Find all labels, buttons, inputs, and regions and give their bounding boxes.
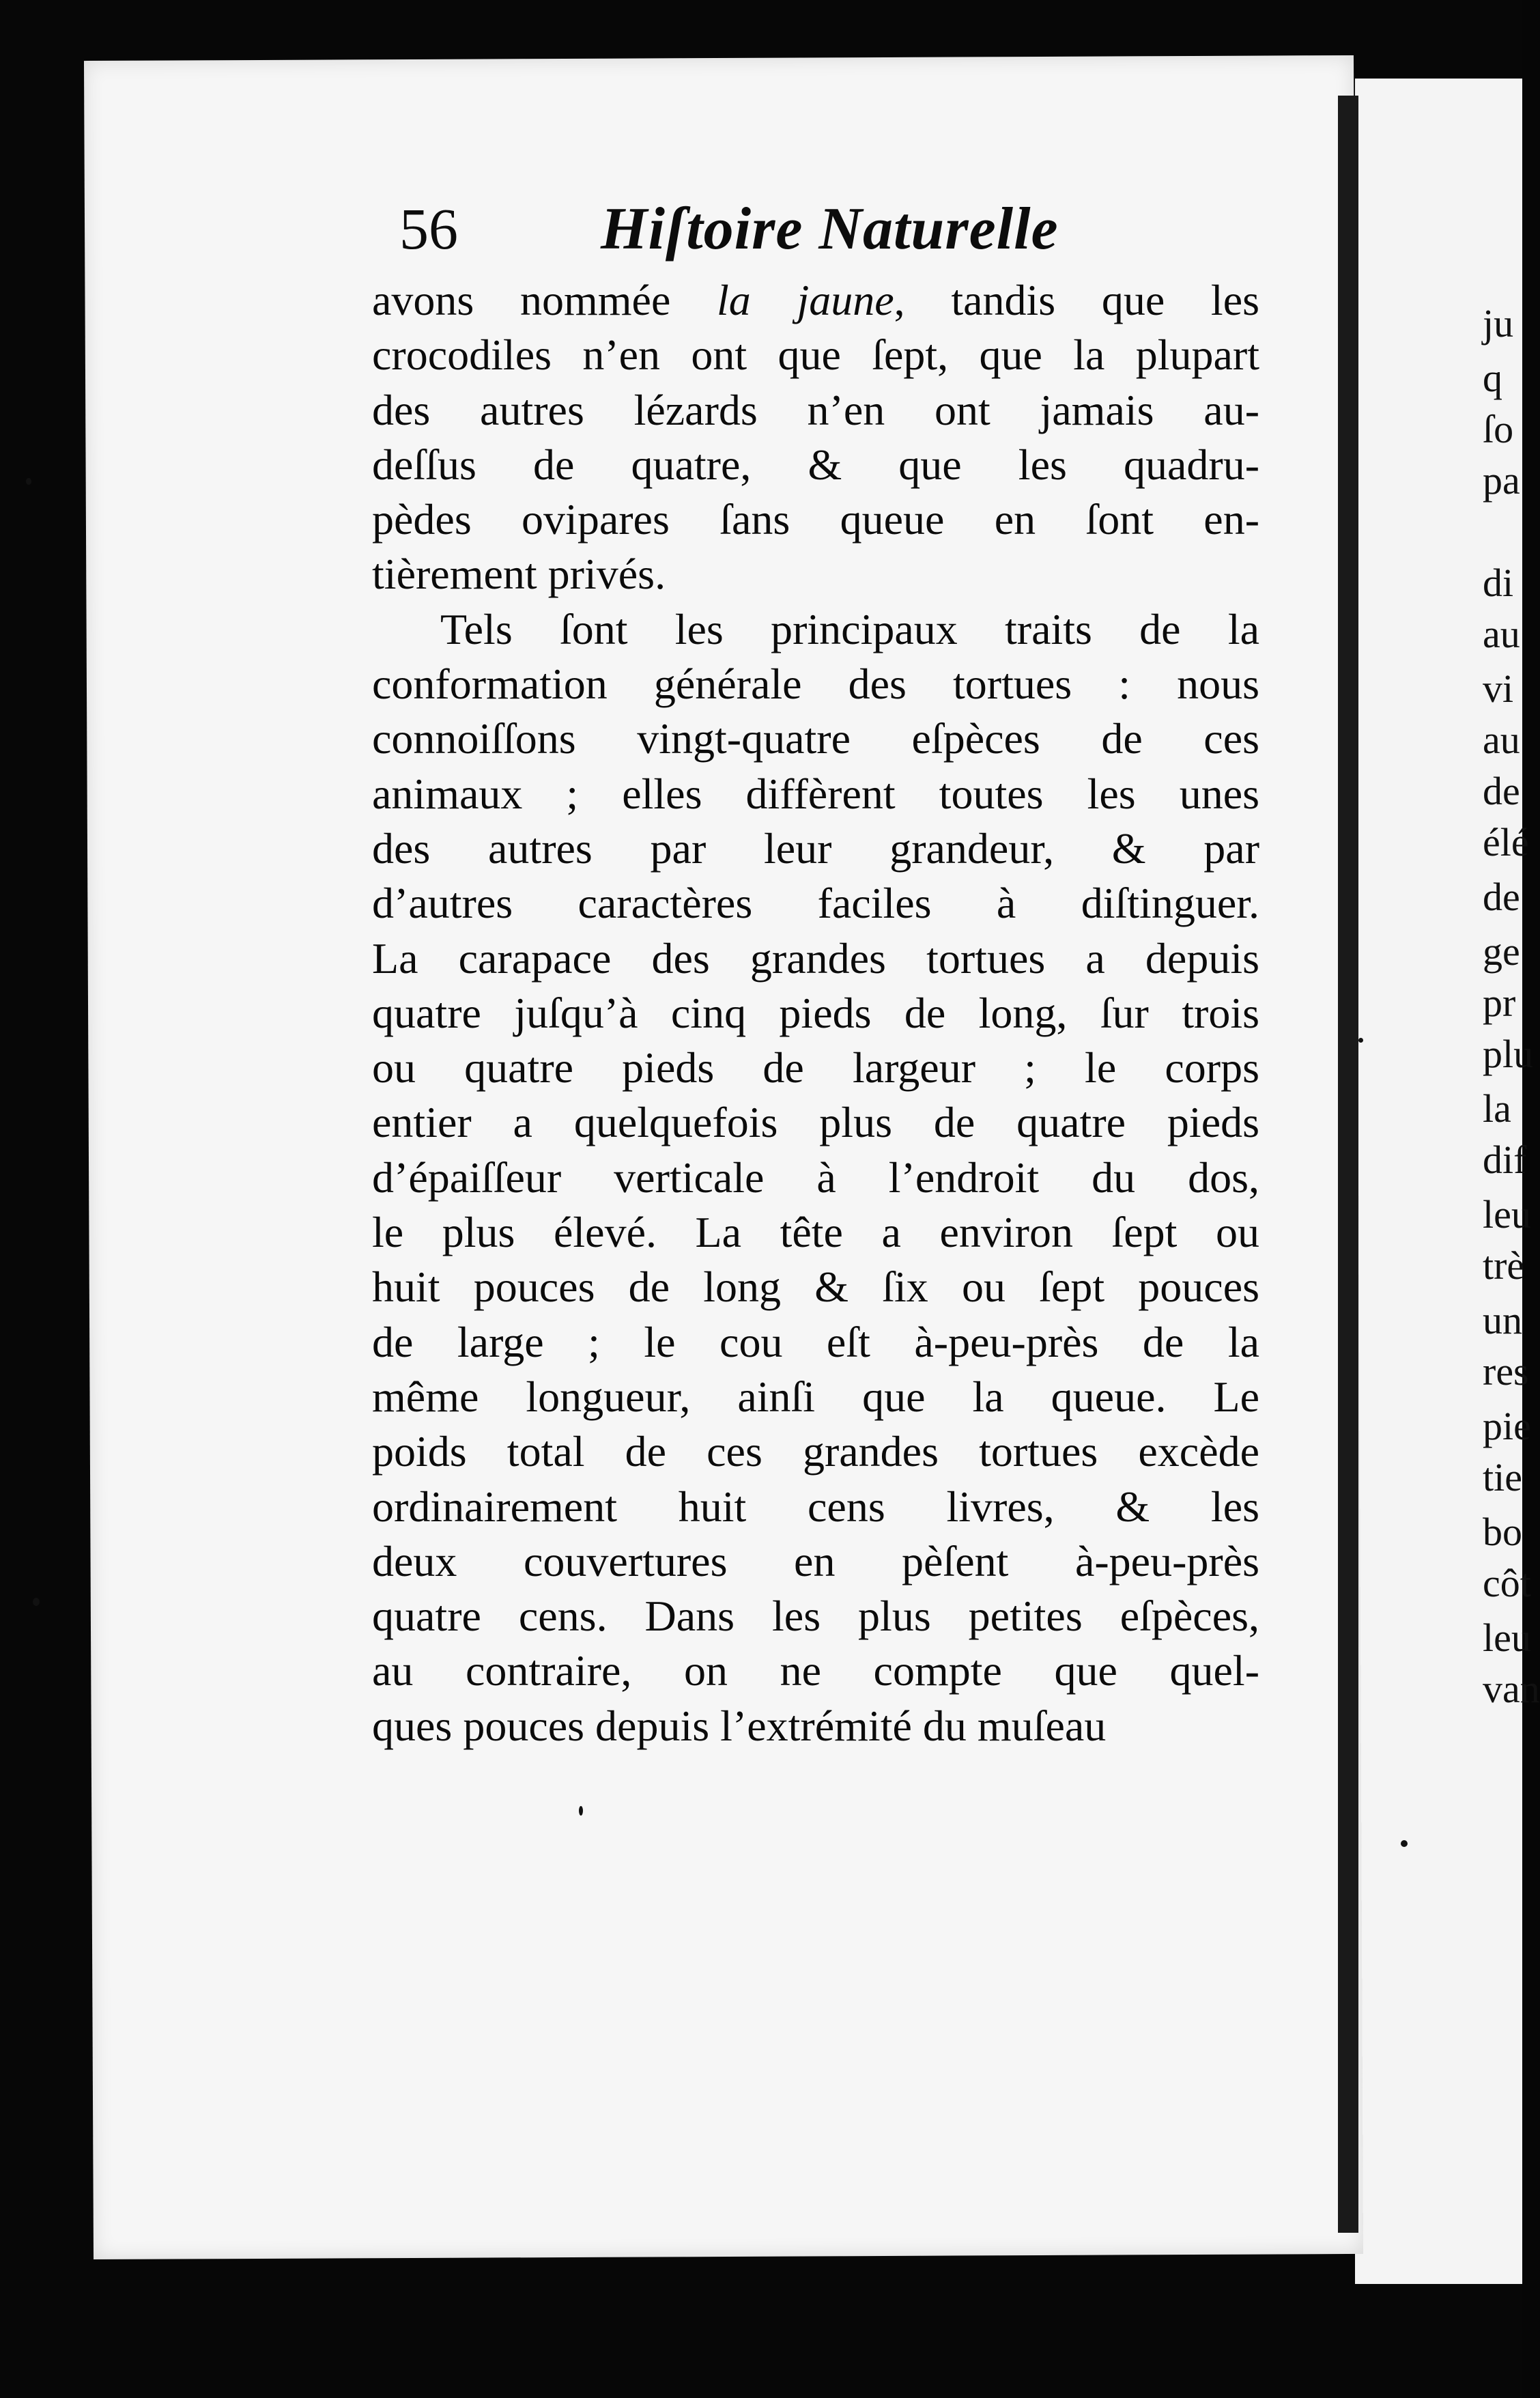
page-gutter-shadow — [1338, 96, 1358, 2233]
facing-page-fragment: di — [1483, 561, 1514, 605]
facing-page-fragment: leu — [1483, 1192, 1531, 1237]
text-line: pèdes ovipares ſans queue en ſont en- — [372, 495, 1259, 544]
facing-page-fragment: q — [1483, 356, 1502, 400]
ink-speck — [1401, 1840, 1408, 1847]
text-line: au contraire, on ne compte que quel- — [372, 1646, 1259, 1695]
page-header — [399, 195, 1082, 270]
facing-page-fragment: bo — [1483, 1510, 1522, 1554]
facing-page-fragment: côt — [1483, 1561, 1531, 1605]
text-line: le plus élevé. La tête a environ ſept ou — [372, 1208, 1259, 1257]
page-number: 56 — [399, 196, 458, 262]
text-line: poids total de ces grandes tortues excède — [372, 1427, 1259, 1476]
facing-page-fragment: ſo — [1483, 407, 1514, 451]
italic-term: la jaune — [717, 276, 894, 324]
text-line: entier a quelquefois plus de quatre pieds — [372, 1098, 1259, 1147]
facing-page-fragment: pr — [1483, 981, 1516, 1025]
text-line: des autres lézards n’en ont jamais au- — [372, 385, 1259, 434]
facing-page-fragment: pie — [1483, 1404, 1531, 1448]
body-text — [372, 273, 1259, 1753]
text-line: Tels ſont les principaux traits de la — [440, 604, 1259, 653]
text-line: huit pouces de long & ſix ou ſept pouces — [372, 1263, 1259, 1312]
ink-speck — [26, 478, 31, 485]
text-line: quatre juſqu’à cinq pieds de long, ſur trois — [372, 988, 1259, 1037]
text-line: ques pouces depuis l’extrémité du muſeau — [372, 1701, 1107, 1750]
facing-page-fragment: plu — [1483, 1032, 1534, 1076]
text-line: tièrement privés. — [372, 550, 666, 599]
text-line: animaux ; elles diffèrent toutes les unes — [372, 769, 1259, 818]
text-segment: , tandis que les — [894, 276, 1260, 324]
text-line: crocodiles n’en ont que ſept, que la plupart — [372, 330, 1259, 380]
text-line: ordinairement huit cens livres, & les — [372, 1482, 1259, 1531]
text-line: même longueur, ainſi que la queue. Le — [372, 1372, 1259, 1421]
text-line: conformation générale des tortues : nous — [372, 660, 1259, 709]
facing-page-fragment: tie — [1483, 1455, 1522, 1499]
facing-page-fragment: élé — [1483, 820, 1529, 864]
facing-page-fragment: au — [1483, 718, 1520, 762]
facing-page-fragment: ju — [1483, 301, 1514, 345]
text-line: La carapace des grandes tortues a depuis — [372, 933, 1259, 983]
text-line: deux couvertures en pèſent à-peu-près — [372, 1536, 1259, 1585]
text-line: d’épaiſſeur verticale à l’endroit du dos, — [372, 1153, 1259, 1202]
ink-speck — [1358, 1038, 1363, 1043]
facing-page-fragment: ge — [1483, 929, 1520, 974]
running-title: Hiſtoire Naturelle — [601, 196, 1059, 262]
facing-page-fragment: pa — [1483, 458, 1520, 503]
facing-page-fragment: res — [1483, 1349, 1529, 1394]
facing-page-fragment: de — [1483, 769, 1520, 813]
text-segment: avons nommée — [372, 276, 717, 324]
text-line: quatre cens. Dans les plus petites eſpèces, — [372, 1592, 1259, 1641]
facing-page-fragment: au — [1483, 612, 1520, 656]
ink-speck — [33, 1598, 40, 1606]
text-line: des autres par leur grandeur, & par — [372, 823, 1259, 873]
facing-page-fragment: van — [1483, 1667, 1540, 1711]
facing-page-fragment: dif — [1483, 1138, 1527, 1182]
facing-page-fragment: trè — [1483, 1243, 1525, 1288]
text-line: deſſus de quatre, & que les quadru- — [372, 440, 1259, 489]
facing-page-fragment: vi — [1483, 666, 1514, 711]
text-line: de large ; le cou eſt à-peu-près de la — [372, 1317, 1259, 1366]
facing-page-fragment: un — [1483, 1298, 1522, 1342]
text-line — [372, 273, 1259, 328]
facing-page-fragment: de — [1483, 875, 1520, 919]
facing-page-fragment: leu — [1483, 1616, 1531, 1660]
text-line: ou quatre pieds de largeur ; le corps — [372, 1043, 1259, 1092]
ink-speck — [579, 1806, 583, 1816]
text-line: d’autres caractères faciles à diſtinguer. — [372, 879, 1259, 928]
facing-page-fragment: la — [1483, 1086, 1511, 1131]
text-line: connoiſſons vingt-quatre eſpèces de ces — [372, 714, 1259, 763]
